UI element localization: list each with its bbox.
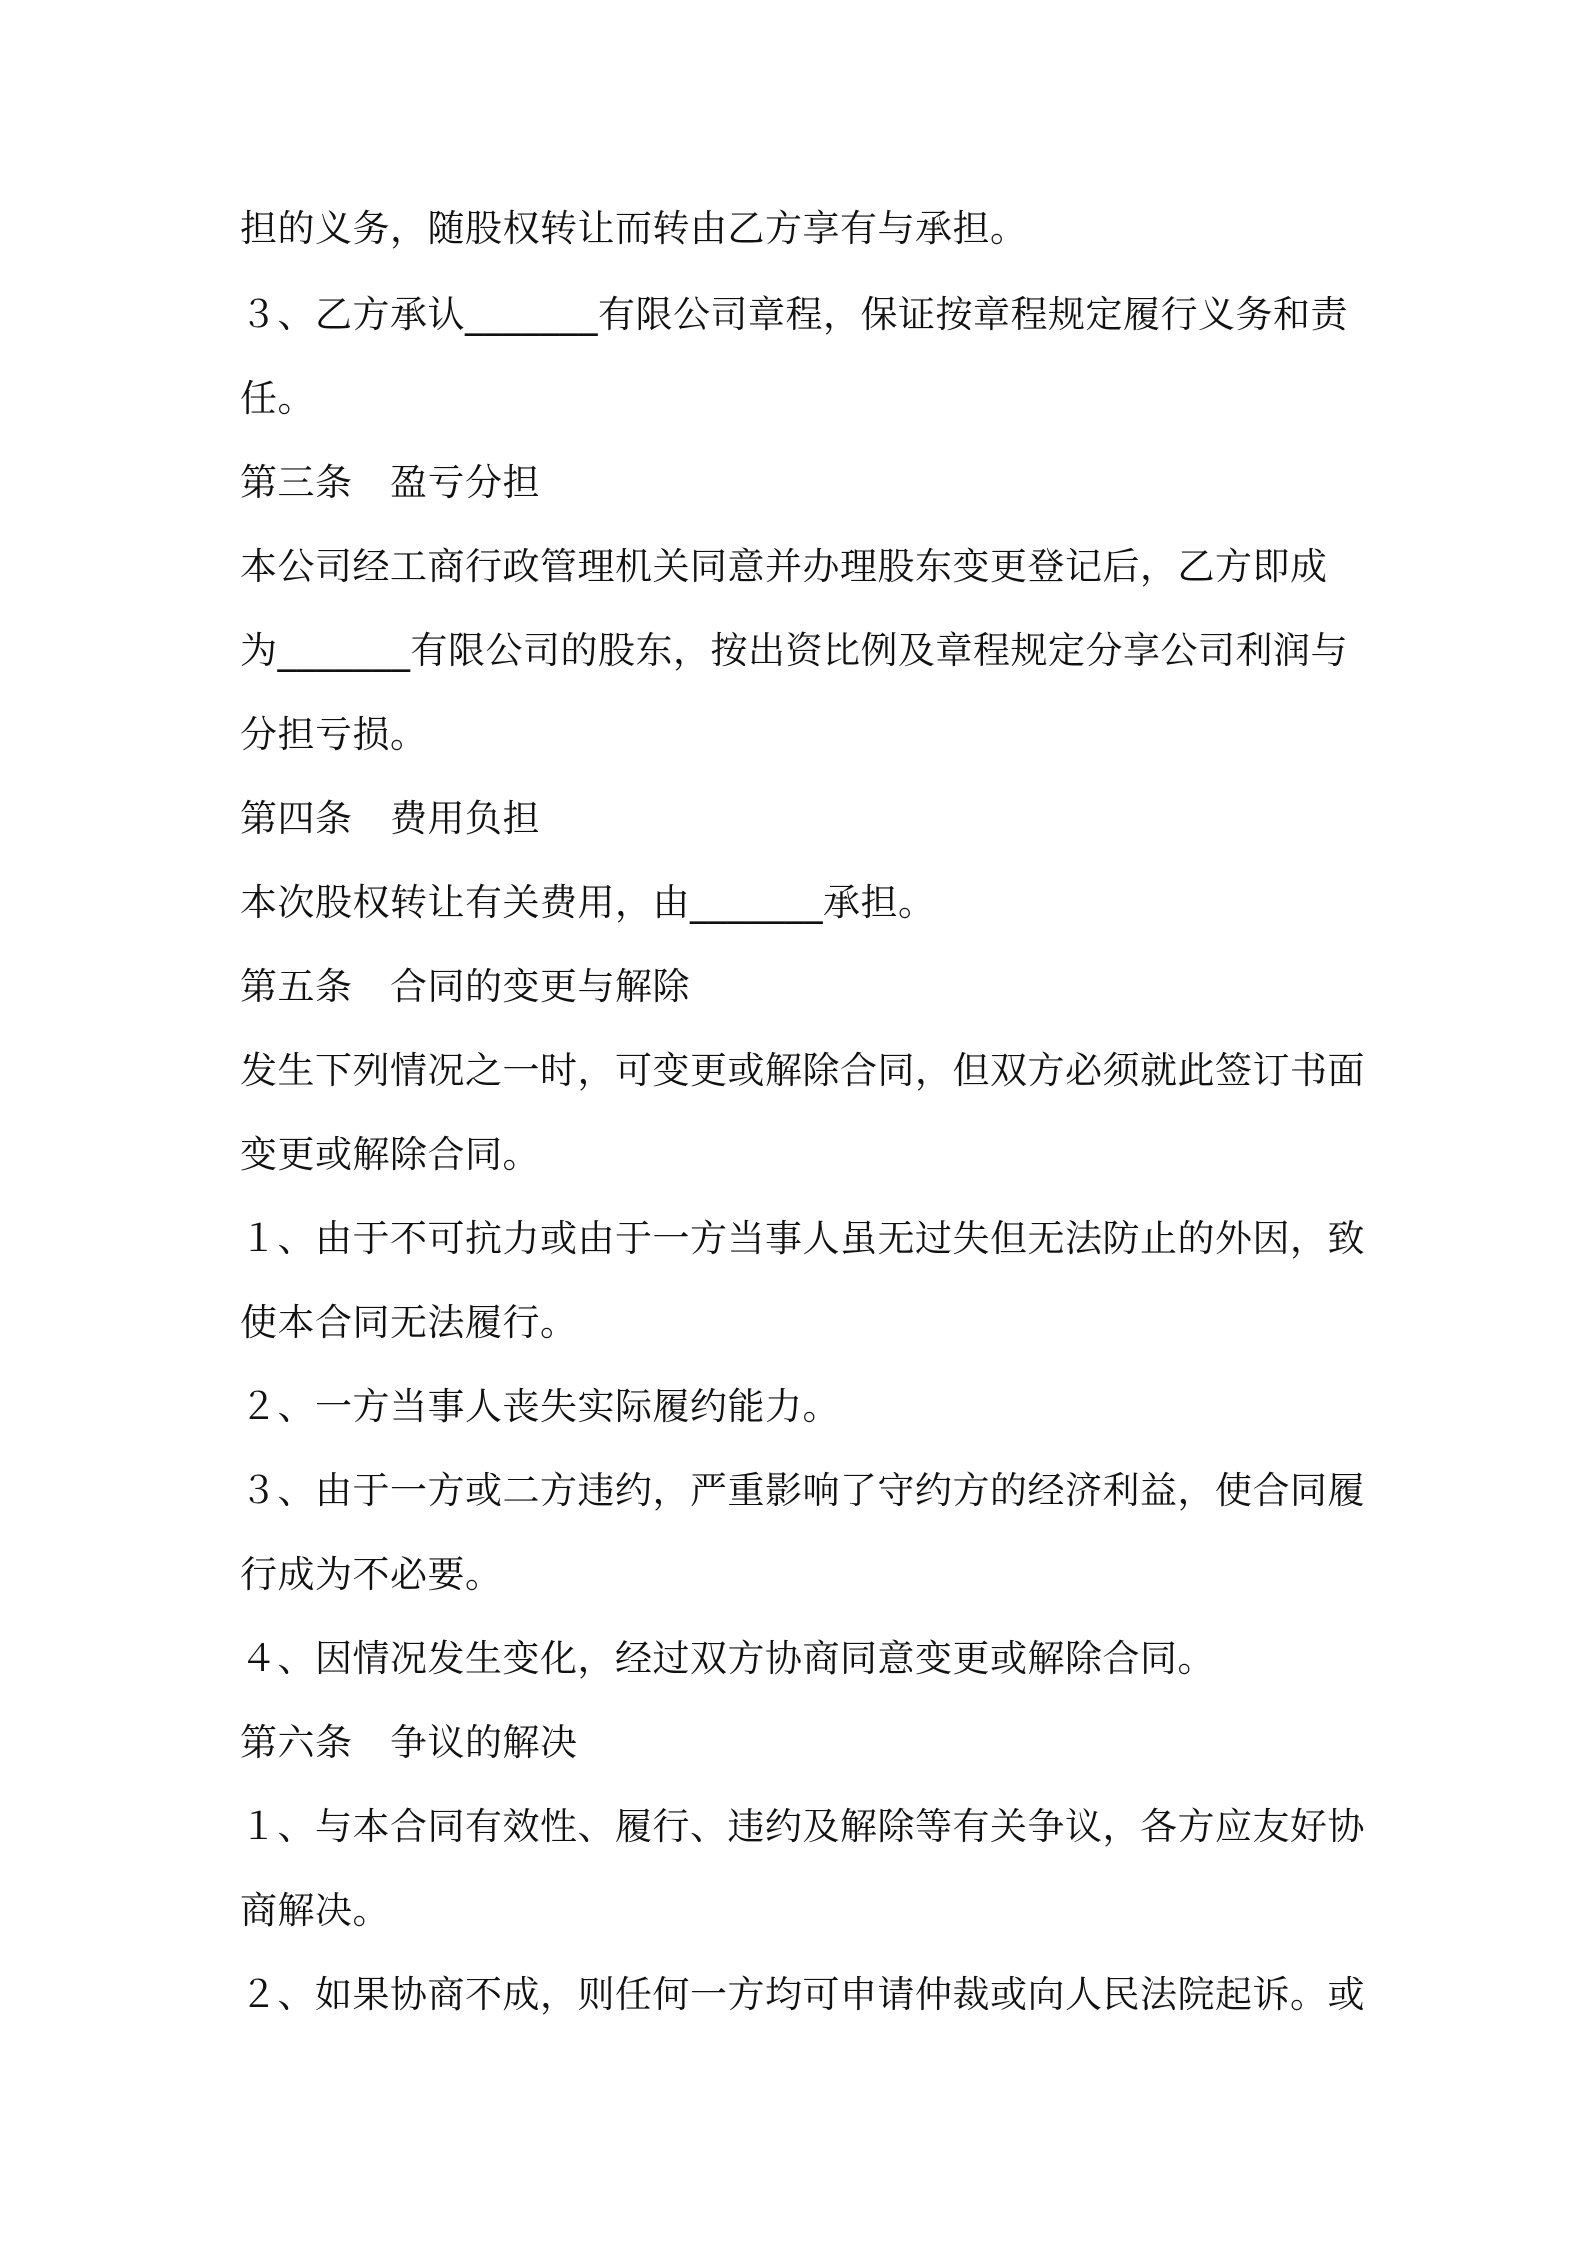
article-heading: 第五条 合同的变更与解除 [240,965,690,1008]
article-heading: 第三条 盈亏分担 [240,461,540,504]
text-line: 发生下列情况之一时，可变更或解除合同，但双方必须就此签订书面 [240,1049,1365,1092]
text-line: ２、一方当事人丧失实际履约能力。 [240,1385,840,1428]
text-line: 担的义务，随股权转让而转由乙方享有与承担。 [240,207,1028,250]
text-line: ４、因情况发生变化，经过双方协商同意变更或解除合同。 [240,1637,1215,1680]
text-line: 行成为不必要。 [240,1553,503,1596]
text-line: 使本合同无法履行。 [240,1301,578,1344]
text-line: １、与本合同有效性、履行、违约及解除等有关争议，各方应友好协 [240,1805,1365,1848]
text-line: ２、如果协商不成，则任何一方均可申请仲裁或向人民法院起诉。或 [240,1973,1365,2016]
text-line: 本次股权转让有关费用，由_______承担。 [240,881,936,924]
article-heading: 第六条 争议的解决 [240,1721,578,1764]
text-line: 商解决。 [240,1889,390,1932]
text-line: 任。 [240,377,315,420]
article-heading: 第四条 费用负担 [240,797,540,840]
text-line: １、由于不可抗力或由于一方当事人虽无过失但无法防止的外因，致 [240,1217,1365,1260]
text-line: 本公司经工商行政管理机关同意并办理股东变更登记后，乙方即成 [240,545,1328,588]
text-line: ３、由于一方或二方违约，严重影响了守约方的经济利益，使合同履 [240,1469,1365,1512]
text-line: 变更或解除合同。 [240,1133,540,1176]
text-line: 为_______有限公司的股东，按出资比例及章程规定分享公司利润与 [240,629,1348,672]
text-line: ３、乙方承认_______有限公司章程，保证按章程规定履行义务和责 [240,293,1348,336]
text-line: 分担亏损。 [240,713,428,756]
